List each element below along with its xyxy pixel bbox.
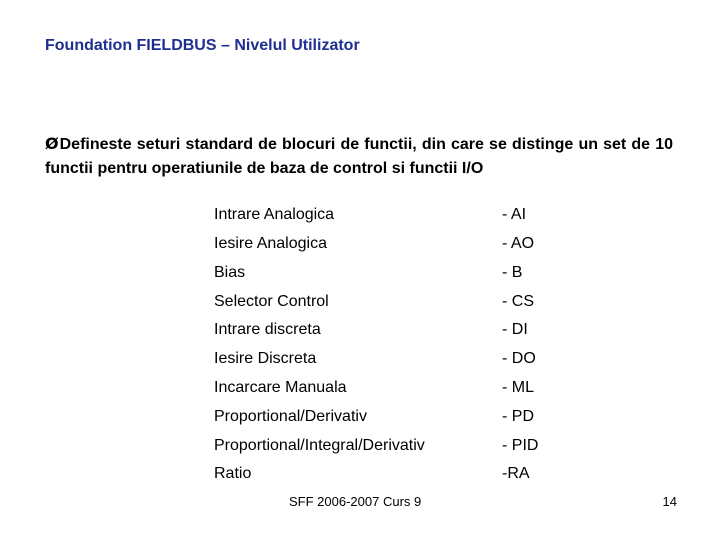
function-block-name: Proportional/Integral/Derivativ	[214, 437, 425, 454]
function-block-row	[0, 318, 720, 342]
function-block-name: Incarcare Manuala	[214, 379, 347, 396]
function-block-name: Iesire Analogica	[214, 235, 327, 252]
function-block-code: - PID	[502, 437, 539, 454]
footer-course-label: SFF 2006-2007 Curs 9	[289, 494, 422, 509]
function-block-row	[0, 203, 720, 227]
arrow-bullet-icon: Ø	[45, 134, 59, 153]
function-block-row	[0, 261, 720, 285]
function-block-row	[0, 232, 720, 256]
bullet-text: Defineste seturi standard de blocuri de functii, din care se distinge un set de 10 functii pentru operatiunile de baza de control si functii I/O	[45, 136, 673, 177]
function-block-name: Iesire Discreta	[214, 350, 317, 367]
function-block-row	[0, 290, 720, 314]
function-block-row	[0, 405, 720, 429]
function-block-code: - DI	[502, 321, 528, 338]
function-block-name: Bias	[214, 264, 246, 281]
slide-title: Foundation FIELDBUS – Nivelul Utilizator	[45, 37, 360, 54]
function-block-code: - B	[502, 264, 523, 281]
function-block-row	[0, 347, 720, 371]
function-block-code: - DO	[502, 350, 536, 367]
function-block-code: - AO	[502, 235, 535, 252]
function-block-code: - AI	[502, 206, 527, 223]
function-block-name: Intrare discreta	[214, 321, 321, 338]
function-block-name: Intrare Analogica	[214, 206, 335, 223]
function-block-code: -RA	[502, 465, 530, 482]
function-block-row	[0, 434, 720, 458]
function-block-name: Selector Control	[214, 293, 329, 310]
function-block-name: Proportional/Derivativ	[214, 408, 367, 425]
function-block-row	[0, 462, 720, 486]
bullet-paragraph	[45, 132, 673, 181]
function-block-code: - ML	[502, 379, 534, 396]
function-block-row	[0, 376, 720, 400]
function-block-name: Ratio	[214, 465, 252, 482]
function-block-code: - CS	[502, 293, 534, 310]
page-number: 14	[662, 494, 677, 509]
function-block-code: - PD	[502, 408, 534, 425]
